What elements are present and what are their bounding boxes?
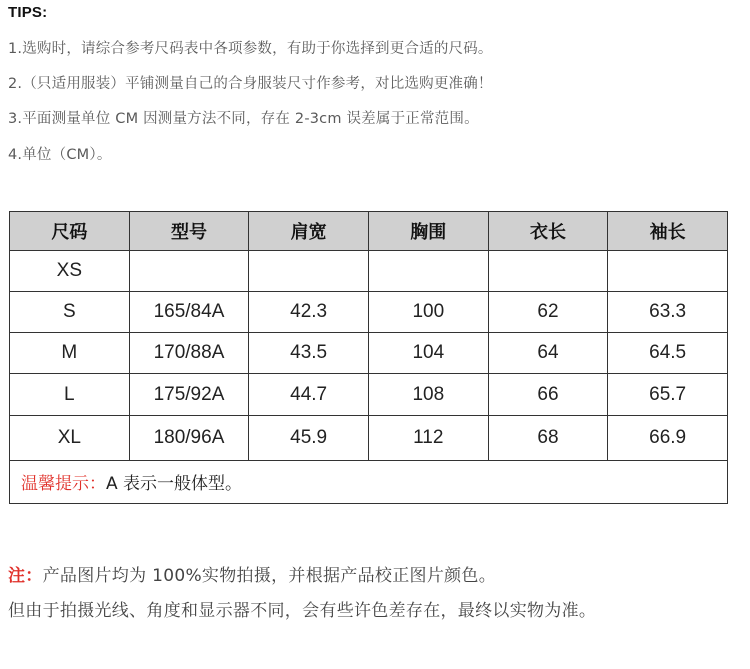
footer-text-1: 产品图片均为 100%实物拍摄，并根据产品校正图片颜色。 (42, 566, 497, 586)
table-cell: 65.7 (608, 374, 728, 415)
footer-label: 注： (8, 566, 43, 586)
table-cell: 63.3 (608, 292, 728, 333)
tips-title: TIPS: (8, 4, 48, 21)
table-cell: XL (10, 415, 130, 460)
tip-line-1: 1.选购时，请综合参考尺码表中各项参数，有助于你选择到更合适的尺码。 (8, 41, 493, 57)
table-cell: M (10, 333, 130, 374)
table-cell: 165/84A (129, 292, 249, 333)
table-cell: 66 (488, 374, 608, 415)
table-cell: XS (10, 251, 130, 292)
tip-line-3: 3.平面测量单位 CM 因测量方法不同，存在 2-3cm 误差属于正常范围。 (8, 111, 479, 127)
table-row (10, 292, 728, 333)
header-chest: 胸围 (368, 212, 488, 251)
table-cell: 104 (368, 333, 488, 374)
table-cell: S (10, 292, 130, 333)
table-cell: 45.9 (249, 415, 369, 460)
table-cell: 62 (488, 292, 608, 333)
table-row (10, 333, 728, 374)
table-cell (488, 251, 608, 292)
table-cell: 44.7 (249, 374, 369, 415)
tip-line-2: 2.（只适用服装）平铺测量自己的合身服装尺寸作参考，对比选购更准确！ (8, 76, 493, 92)
tip-line-4: 4.单位（CM）。 (8, 147, 112, 163)
header-length: 衣长 (488, 212, 608, 251)
header-size: 尺码 (10, 212, 130, 251)
header-shoulder: 肩宽 (249, 212, 369, 251)
table-cell: 68 (488, 415, 608, 460)
table-cell: 43.5 (249, 333, 369, 374)
table-row (10, 415, 728, 460)
table-cell (368, 251, 488, 292)
table-cell: 66.9 (608, 415, 728, 460)
table-cell: 170/88A (129, 333, 249, 374)
table-cell: 180/96A (129, 415, 249, 460)
table-cell: 64 (488, 333, 608, 374)
table-cell (608, 251, 728, 292)
table-cell: L (10, 374, 130, 415)
table-cell: 112 (368, 415, 488, 460)
note-label: 温馨提示： (21, 474, 106, 495)
note-cell (10, 460, 728, 503)
header-sleeve: 袖长 (608, 212, 728, 251)
table-cell: 108 (368, 374, 488, 415)
table-cell: 100 (368, 292, 488, 333)
size-chart-table (9, 211, 728, 504)
table-cell (129, 251, 249, 292)
table-cell: 64.5 (608, 333, 728, 374)
table-cell: 42.3 (249, 292, 369, 333)
table-row (10, 251, 728, 292)
table-row (10, 374, 728, 415)
table-cell (249, 251, 369, 292)
note-text: A 表示一般体型。 (106, 474, 243, 495)
footer-line-1 (8, 561, 496, 586)
table-note-row (10, 460, 728, 503)
header-model: 型号 (129, 212, 249, 251)
table-header-row (10, 212, 728, 251)
table-cell: 175/92A (129, 374, 249, 415)
footer-line-2: 但由于拍摄光线、角度和显示器不同，会有些许色差存在，最终以实物为准。 (8, 601, 597, 621)
